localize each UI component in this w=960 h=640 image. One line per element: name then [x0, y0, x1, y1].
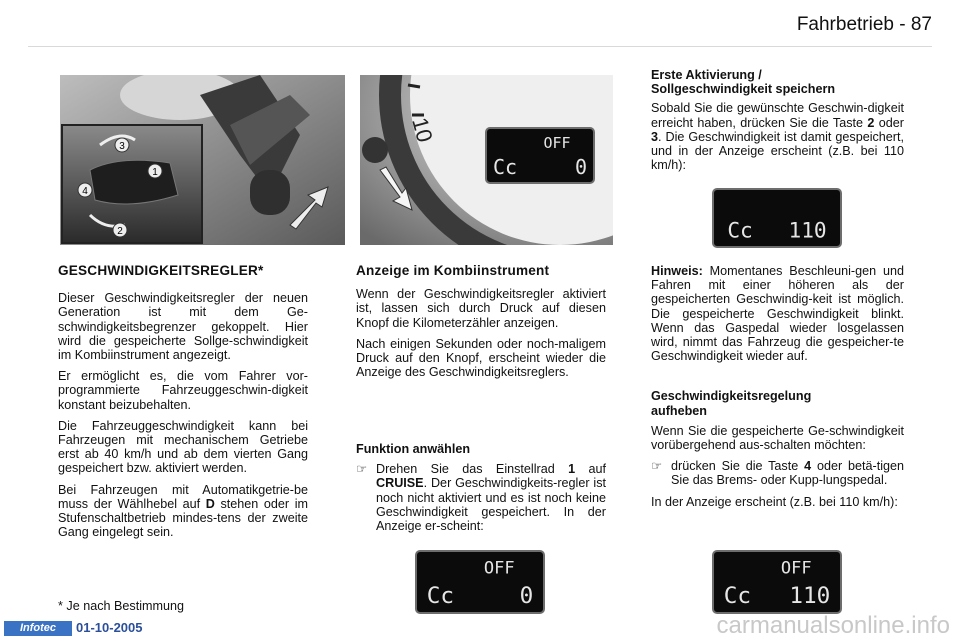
right-paragraph-3: In der Anzeige erscheint (z.B. bei 110 km/h): [651, 494, 898, 509]
lcd-left-text: Cc [426, 582, 455, 609]
photo-number-1: 1 [152, 167, 158, 178]
lcd-left-text: Cc [727, 217, 753, 243]
stalk-illustration [60, 75, 345, 245]
left-paragraph-1: Dieser Geschwindigkeitsregler der neuen Generation ist mit dem Ge-schwindigkeitsbegrenzer gekoppelt. Hier wird die gespeicherte Sollge-schwindigkeit im Kombiinstrument angezeigt. [58, 291, 308, 363]
gauge-label: 10 [407, 114, 438, 145]
subtitle-cancel: Geschwindigkeitsregelung aufheben [651, 389, 812, 418]
lcd-display-middle [415, 550, 545, 614]
right-column-top [651, 68, 904, 179]
pointing-hand-icon: ☞ [651, 459, 663, 474]
page-header: Fahrbetrieb - 87 [796, 14, 932, 35]
lcd-top-text: OFF [780, 558, 812, 579]
footer-date: 01-10-2005 [76, 620, 143, 635]
left-paragraph-3: Die Fahrzeuggeschwindigkeit kann bei Fahrzeugen mit mechanischem Getriebe erst ab 40 km/h und ab dem vierten Gang gespeichert bzw. aktiviert werden. [58, 418, 308, 476]
right-column-bottom [651, 264, 904, 516]
photo-number-2: 2 [117, 226, 123, 237]
lcd-top-text: OFF [483, 558, 515, 579]
lcd-right-text: 0 [519, 582, 534, 609]
lcd-display-right-bottom [712, 550, 842, 614]
lcd-display-photo [485, 127, 595, 184]
right-bullet-text: drücken Sie die Taste 4 oder betä-tigen Sie das Brems- oder Kupp-lungspedal. [671, 459, 905, 488]
lcd-display-right-top [712, 188, 842, 248]
lcd-left-text: Cc [723, 582, 752, 609]
lcd-left-text: Cc [493, 155, 518, 179]
middle-paragraph-2: Nach einigen Sekunden oder noch-maligem Druck auf den Knopf, erscheint wieder die Anzeige des Geschwindigkeitsreglers. [356, 336, 606, 380]
photo-number-4: 4 [82, 186, 88, 197]
middle-column [356, 264, 606, 386]
footnote: * Je nach Bestimmung [58, 599, 184, 613]
middle-paragraph-1: Wenn der Geschwindigkeitsregler aktiviert ist, lassen sich durch Druck auf diesen Knopf die Kilometerzähler anzeigen. [356, 287, 606, 330]
stalk-photo [60, 75, 345, 245]
left-paragraph-4: Bei Fahrzeugen mit Automatikgetrie-be muss der Wählhebel auf D stehen oder im Stufenschaltbetrieb mindes-tens der zweite Gang eingelegt sein. [58, 482, 308, 540]
section-title-display: Anzeige im Kombiinstrument [356, 263, 550, 278]
photo-number-3: 3 [119, 141, 125, 152]
left-column [58, 264, 308, 546]
lcd-right-text: 110 [788, 217, 827, 243]
pointing-hand-icon: ☞ [356, 462, 368, 477]
lcd-top-text: OFF [543, 134, 571, 152]
lcd-right-text: 110 [789, 582, 831, 609]
footer-watermark: carmanualsonline.info [716, 612, 950, 639]
middle-bullet-text: Drehen Sie das Einstellrad 1 auf CRUISE. Der Geschwindigkeits-regler ist noch nicht aktiviert und es ist noch keine Geschwindigkeit gespeichert. In der Anzeige er-scheint: [376, 462, 607, 534]
middle-function-block [356, 442, 606, 533]
subtitle-first-activation: Erste Aktivierung / Sollgeschwindigkeit speichern [651, 68, 836, 97]
hint-paragraph: Hinweis: Momentanes Beschleuni-gen und Fahren mit einer höheren als der gespeicherten Geschwindig-keit ist möglich. Die gespeicherte Geschwindigkeit blinkt. Wenn das Gaspedal wieder losgelassen wird, nimmt das Fahrzeug die gespeicher-te Geschwindigkeit wieder auf. [651, 264, 904, 364]
infotec-logo: Infotec [4, 621, 72, 636]
lcd-right-text: 0 [574, 155, 587, 179]
right-bullet [651, 459, 904, 487]
left-paragraph-2: Er ermöglicht es, die vom Fahrer vor-programmierte Fahrzeuggeschwin-digkeit konstant beizubehalten. [58, 369, 308, 412]
middle-bullet [356, 462, 606, 533]
subtitle-select-function: Funktion anwählen [356, 442, 471, 456]
right-paragraph-1: Sobald Sie die gewünschte Geschwin-digkeit erreicht haben, drücken Sie die Taste 2 oder 3. Die Geschwindigkeit ist damit gespeichert, und in der Anzeige erscheint (z.B. bei 110 km/h): [651, 101, 904, 173]
right-paragraph-2: Wenn Sie die gespeicherte Ge-schwindigkeit vorübergehend aus-schalten möchten: [651, 423, 904, 453]
header-divider [28, 46, 932, 47]
section-title-cruise-control: GESCHWINDIGKEITSREGLER* [58, 263, 264, 278]
